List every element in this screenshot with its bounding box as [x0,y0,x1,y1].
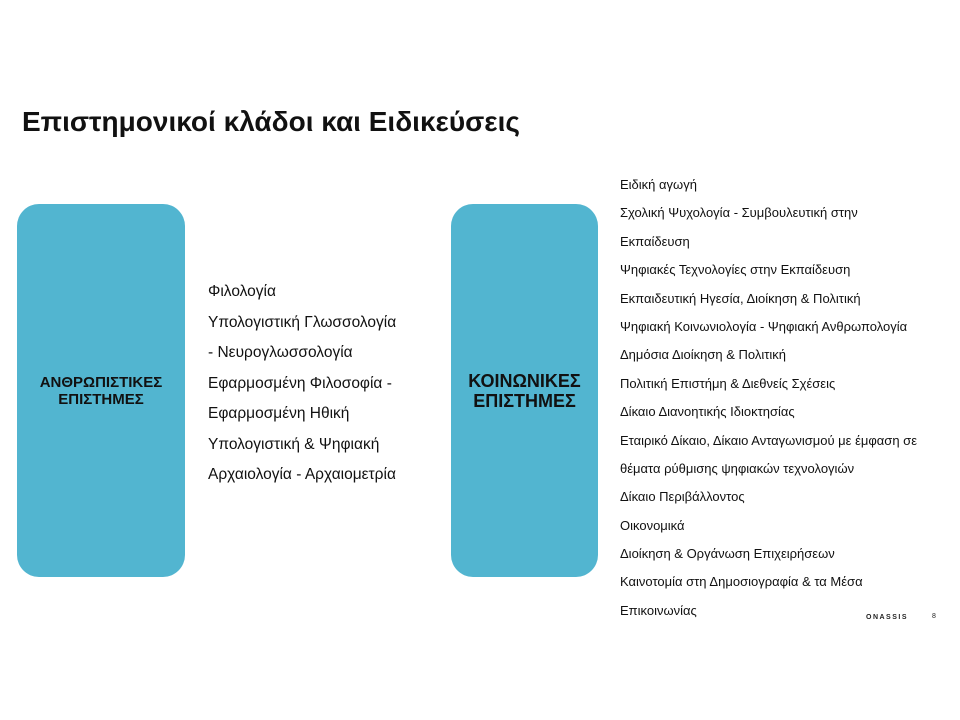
social-sciences-list [620,171,917,625]
social-item: Ειδική αγωγή [620,177,697,192]
social-item: Επικοινωνίας [620,602,697,618]
humanities-list [208,277,396,491]
humanities-item: Εφαρμοσμένη Ηθική [208,405,350,422]
social-item: Διοίκηση & Οργάνωση Επιχειρήσεων [620,546,835,562]
humanities-item: Υπολογιστική & Ψηφιακή [208,435,380,453]
social-item: Εκπαιδευτική Ηγεσία, Διοίκηση & Πολιτική [620,290,861,306]
humanities-item: Εφαρμοσμένη Φιλοσοφία - [208,374,392,392]
social-item: Εταιρικό Δίκαιο, Δίκαιο Ανταγωνισμού με έμφαση σε [620,432,917,448]
social-item: θέματα ρύθμισης ψηφιακών τεχνολογιών [620,460,855,476]
social-item: Ψηφιακές Τεχνολογίες στην Εκπαίδευση [620,262,851,278]
humanities-item: Υπολογιστική Γλωσσολογία [208,313,397,331]
humanities-item: - Νευρογλωσσολογία [208,344,353,361]
social-sciences-box [451,204,598,577]
social-item: Ψηφιακή Κοινωνιολογία - Ψηφιακή Ανθρωπολογία [620,318,908,334]
brand-logo-text: ONASSIS [866,614,909,621]
slide-title: Επιστημονικοί κλάδοι και Ειδικεύσεις [22,106,520,137]
social-item: Πολιτική Επιστήμη & Διεθνείς Σχέσεις [620,375,836,391]
social-item: Σχολική Ψυχολογία - Συμβουλευτική στην [620,205,858,221]
social-item: Δίκαιο Περιβάλλοντος [620,489,745,505]
humanities-item: Φιλολογία [208,283,276,300]
page-number: 8 [932,613,936,620]
humanities-box [17,204,185,577]
humanities-item: Αρχαιολογία - Αρχαιομετρία [208,466,396,483]
social-item: Καινοτομία στη Δημοσιογραφία & τα Μέσα [620,574,863,590]
social-item: Εκπαίδευση [620,233,690,249]
humanities-label: ΑΝΘΡΩΠΙΣΤΙΚΕΣ ΕΠΙΣΤΗΜΕΣ [39,373,163,408]
social-sciences-label: ΚΟΙΝΩΝΙΚΕΣ ΕΠΙΣΤΗΜΕΣ [468,370,581,411]
social-item: Οικονομικά [620,517,685,533]
social-item: Δημόσια Διοίκηση & Πολιτική [620,347,787,363]
social-item: Δίκαιο Διανοητικής Ιδιοκτησίας [620,404,795,420]
